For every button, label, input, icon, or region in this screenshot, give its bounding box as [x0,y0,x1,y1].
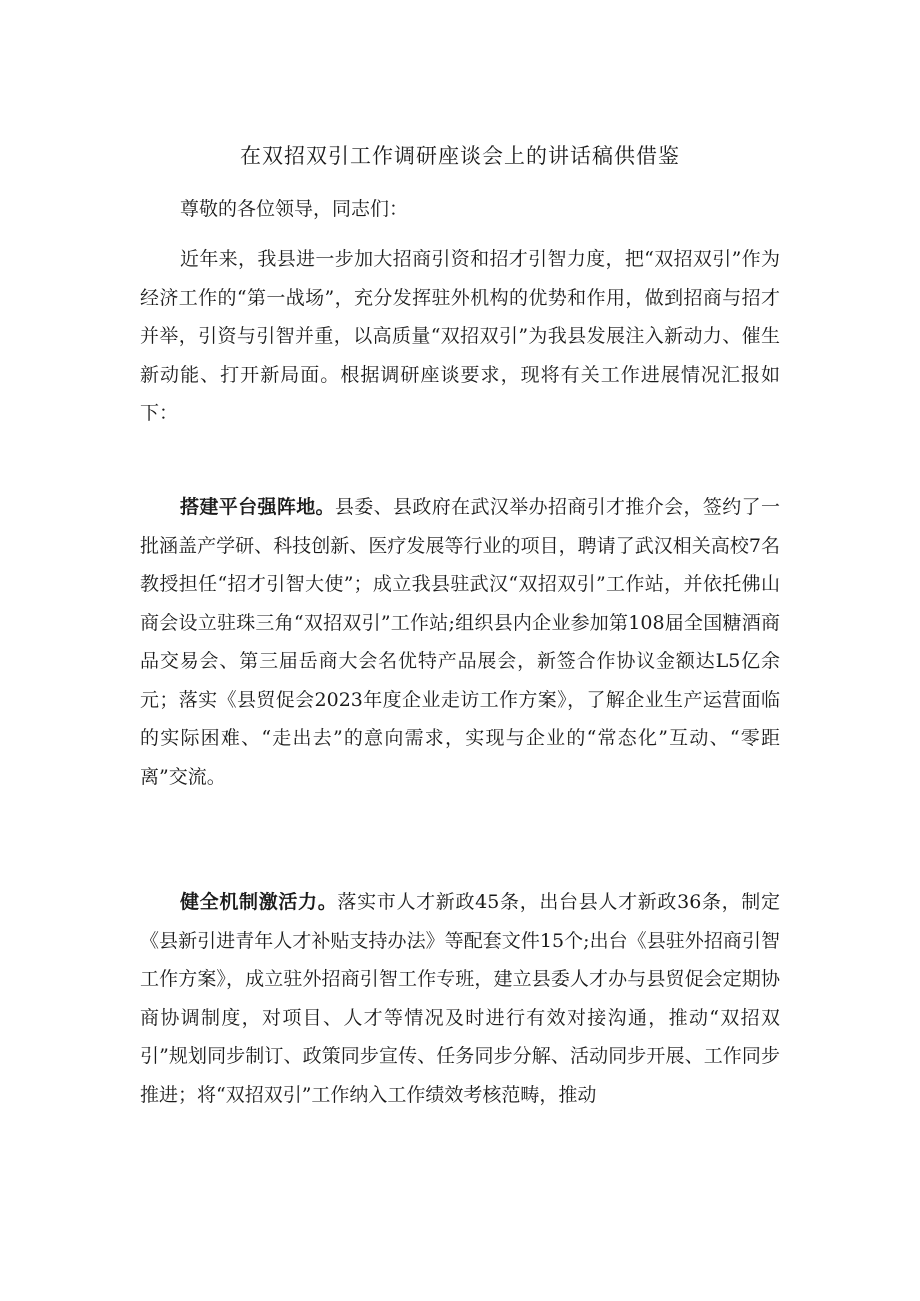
document-title: 在双招双引工作调研座谈会上的讲话稿供借鉴 [240,144,680,168]
paragraph-body: 落实市人才新政45条，出台县人才新政36条，制定《县新引进青年人才补贴支持办法》等配套文件15个;出台《县驻外招商引智工作方案》，成立驻外招商引智工作专班，建立县委人才办与县贸促会定期协商协调制度，对项目、人才等情况及时进行有效对接沟通，推动“双招双引”规划同步制订、政策同步宣传、任务同步分解、活动同步开展、工作同步推进；将“双招双引”工作纳入工作绩效考核范畴，推动 [140,891,780,1106]
paragraph-mechanism [140,883,780,1114]
paragraph-intro [140,240,780,433]
paragraph-body: 近年来，我县进一步加大招商引资和招才引智力度，把“双招双引”作为经济工作的“第一战场”，充分发挥驻外机构的优势和作用，做到招商与招才并举，引资与引智并重，以高质量“双招双引”为我县发展注入新动力、催生新动能、打开新局面。根据调研座谈要求，现将有关工作进展情况汇报如下： [140,248,780,424]
paragraph-platform [140,488,780,796]
salutation: 尊敬的各位领导，同志们： [180,198,409,220]
paragraph-lead-heading: 搭建平台强阵地。 [180,496,335,518]
paragraph-body: 县委、县政府在武汉举办招商引才推介会，签约了一批涵盖产学研、科技创新、医疗发展等行业的项目，聘请了武汉相关高校7名教授担任“招才引智大使”；成立我县驻武汉“双招双引”工作站，并依托佛山商会设立驻珠三角“双招双引”工作站;组织县内企业参加第108届全国糖酒商品交易会、第三届岳商大会名优特产品展会，新签合作协议金额达L5亿余元；落实《县贸促会2023年度企业走访工作方案》，了解企业生产运营面临的实际困难、“走出去”的意向需求，实现与企业的“常态化”互动、“零距离”交流。 [140,496,780,788]
paragraph-lead-heading: 健全机制激活力。 [180,891,338,913]
